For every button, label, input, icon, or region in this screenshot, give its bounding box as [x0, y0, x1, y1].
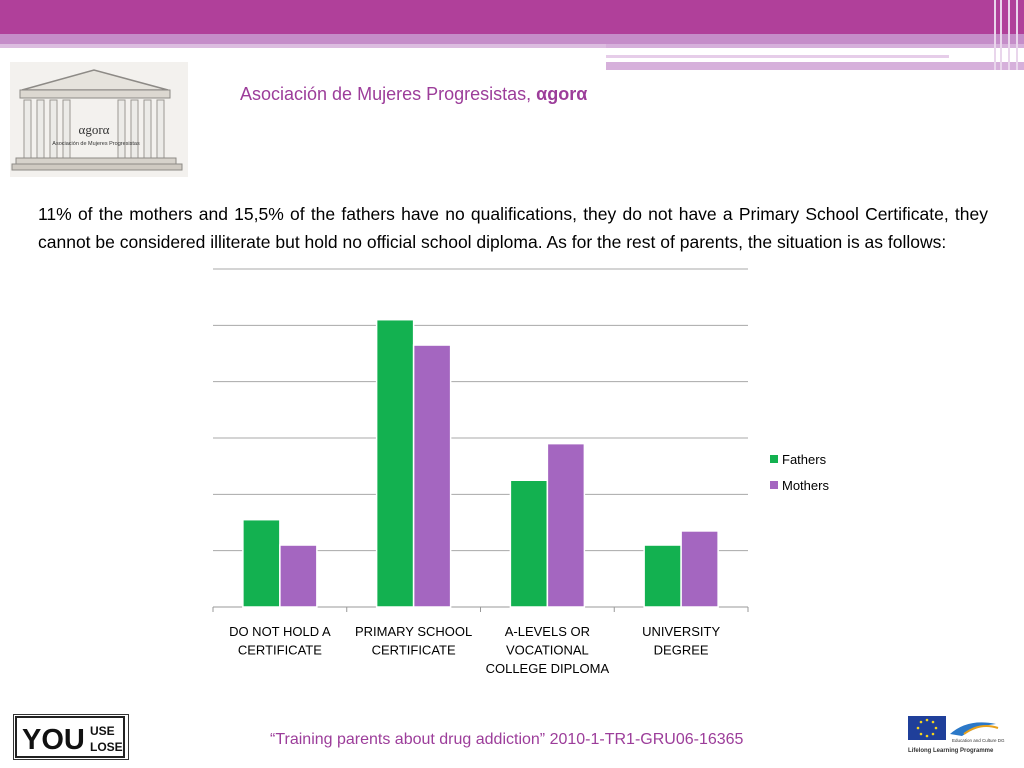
logo-lose: LOSE	[90, 740, 123, 754]
eu-dg-label: Education and Culture DG	[952, 738, 1005, 743]
logo-use: USE	[90, 724, 115, 738]
x-tick-label: CERTIFICATE	[237, 642, 322, 658]
x-tick-label: UNIVERSITY	[642, 624, 721, 639]
footer-project-text: “Training parents about drug addiction” 2010-1-TR1-GRU06-16365	[270, 731, 744, 748]
logo-you: YOU	[22, 724, 85, 756]
bar-fathers	[377, 320, 414, 607]
title-prefix: Asociación de Mujeres Progresistas,	[240, 84, 537, 104]
bar-mothers	[681, 531, 718, 607]
logo-brand: αgorα	[78, 122, 110, 137]
x-tick-label: A-LEVELS OR	[504, 624, 591, 639]
bar-mothers	[547, 444, 584, 607]
x-tick-label: DO NOT HOLD A	[229, 624, 331, 639]
x-tick-label: COLLEGE DIPLOMA	[485, 661, 610, 676]
legend-swatch	[770, 455, 778, 463]
legend-swatch	[770, 481, 778, 489]
logo-subtitle: Asociación de Mujeres Progresistas	[52, 141, 140, 147]
legend-label: Mothers	[782, 478, 829, 493]
eu-programme-logo	[906, 714, 1016, 758]
bar-mothers	[280, 545, 317, 607]
bar-fathers	[510, 480, 547, 607]
x-tick-label: DEGREE	[653, 642, 709, 658]
bar-fathers	[243, 520, 280, 607]
eu-programme-label: Lifelong Learning Programme	[908, 748, 994, 754]
bar-fathers	[644, 545, 681, 607]
legend-label: Fathers	[782, 452, 827, 467]
title-brand: αgorα	[536, 84, 588, 104]
you-use-you-lose-logo	[13, 714, 129, 760]
x-tick-label: PRIMARY SCHOOL	[354, 624, 473, 639]
intro-paragraph: 11% of the mothers and 15,5% of the fathers have no qualifications, they do not have a Primary School Certificate, they cannot be considered illiterate but hold no official school diploma. As for the rest of parents, the situation is as follows:	[38, 204, 988, 252]
x-tick-label: VOCATIONAL	[505, 642, 589, 658]
bar-mothers	[414, 345, 451, 607]
x-tick-label: CERTIFICATE	[371, 642, 456, 658]
